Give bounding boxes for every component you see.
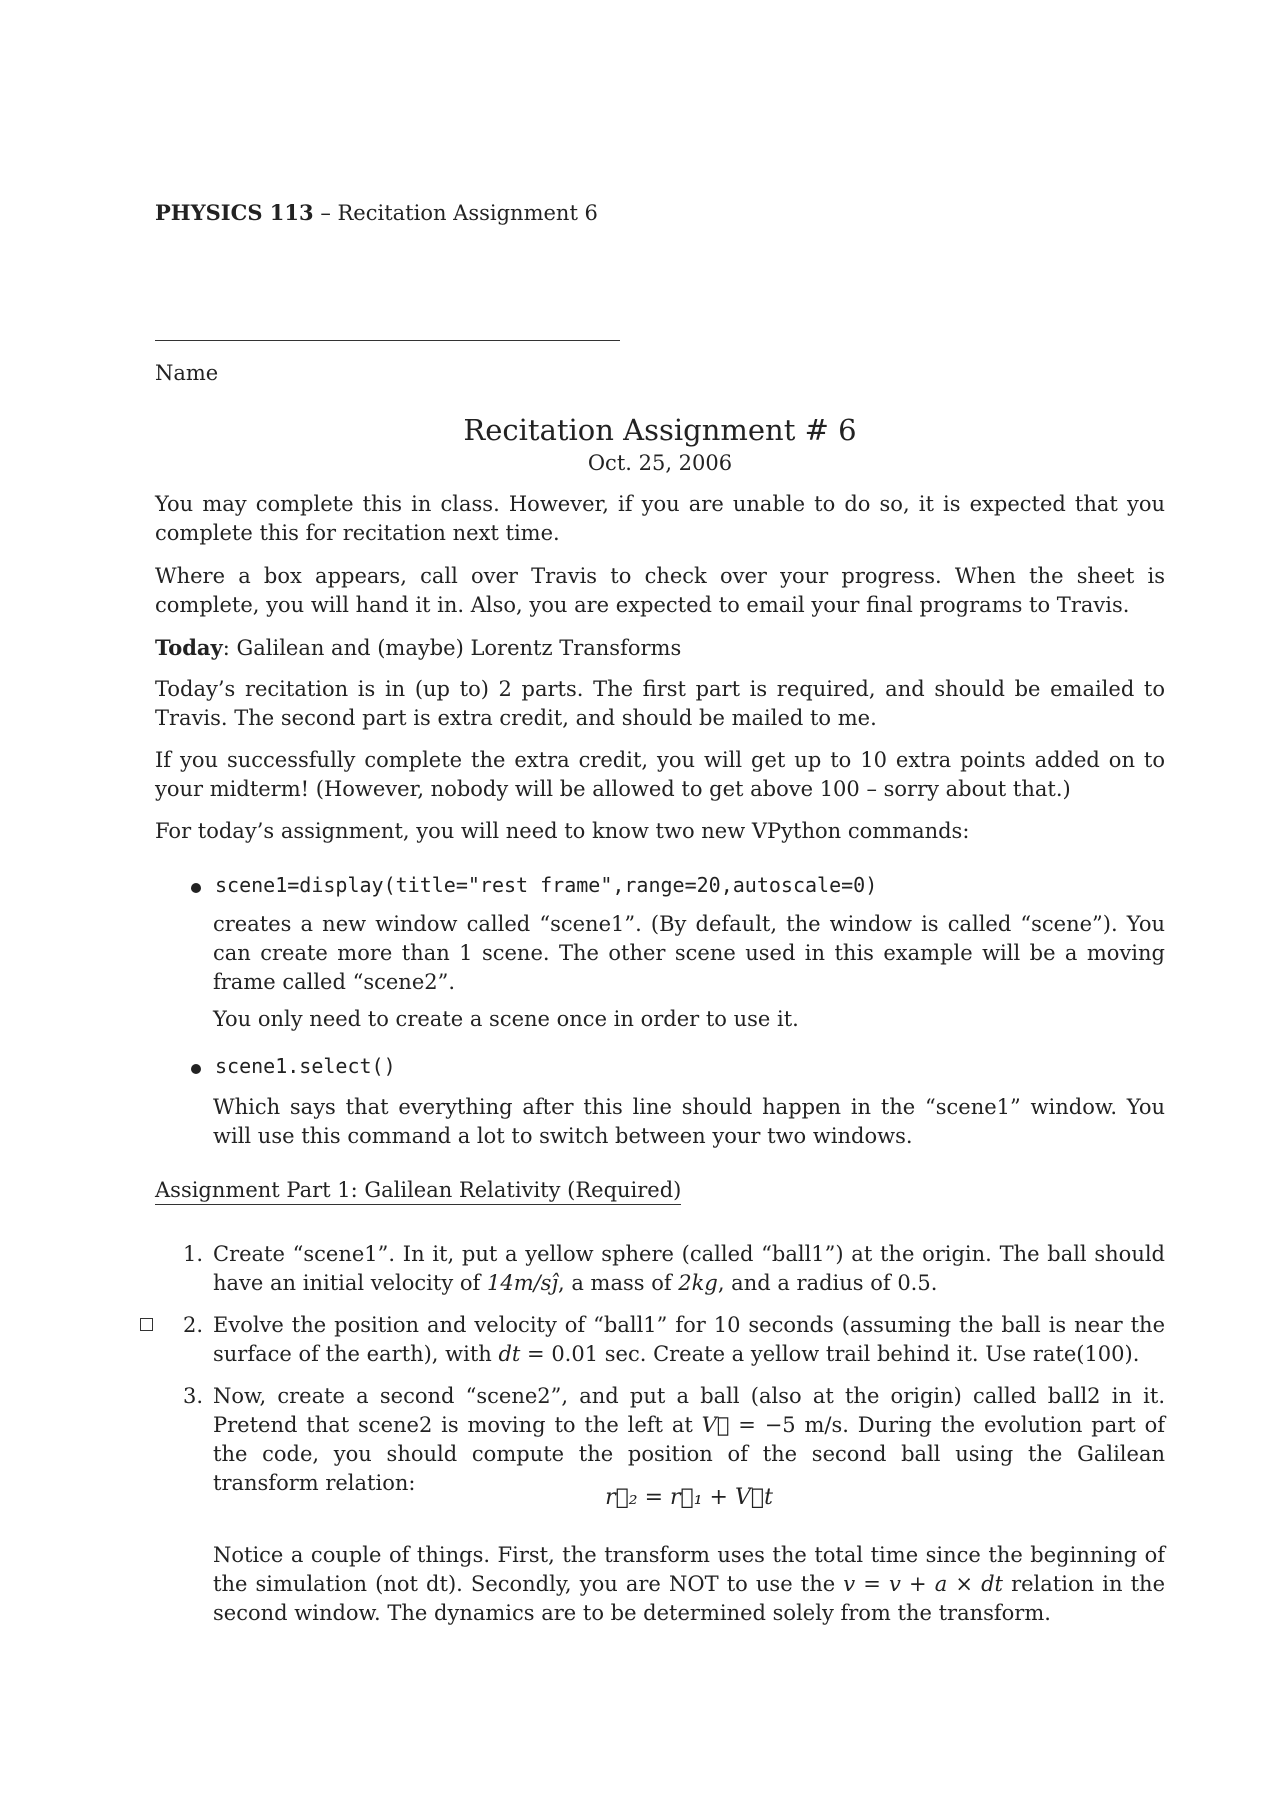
item-text: = −5 m/s. During the evolution part of the code, you should compute the position of the second ball using the Galilean transform relation: xyxy=(213,1413,1165,1495)
code-snippet: scene1.select() xyxy=(215,1054,396,1078)
bullet-dot xyxy=(191,1064,201,1074)
item-number: 2. xyxy=(183,1313,204,1337)
item-number: 3. xyxy=(183,1384,204,1408)
course-code: PHYSICS 113 xyxy=(155,200,314,225)
progress-checkbox[interactable] xyxy=(140,1318,153,1331)
item-number: 1. xyxy=(183,1242,204,1266)
paragraph-intro: You may complete this in class. However, if you are unable to do so, it is expected that you complete this for recitation next time. xyxy=(155,492,1165,545)
name-label: Name xyxy=(155,361,219,385)
bullet-item xyxy=(191,873,1171,897)
note-text: relation in the second window. The dynamics are to be determined solely from the transform. xyxy=(213,1572,1166,1625)
list-item xyxy=(183,1382,1165,1498)
paragraph-parts: Today’s recitation is in (up to) 2 parts. The first part is required, and should be emailed to Travis. The second part is extra credit, and should be mailed to me. xyxy=(155,677,1165,730)
bullet-description: creates a new window called “scene1”. (By default, the window is called “scene”). You can create more than 1 scene. The other scene used in this example will be a moving frame called “scene2”. xyxy=(213,912,1165,994)
math-mass: 2kg xyxy=(678,1271,718,1295)
bullet-dot xyxy=(191,883,201,893)
item-text: Now, create a second “scene2”, and put a ball (also at the origin) called ball2 in it. Pretend that scene2 is moving to the left at xyxy=(213,1384,1165,1437)
section-heading: Assignment Part 1: Galilean Relativity (Required) xyxy=(155,1178,681,1205)
today-label: Today xyxy=(155,635,223,660)
note-text: Notice a couple of things. First, the transform uses the total time since the beginning of the simulation (not dt). Secondly, you are NOT to use the xyxy=(213,1543,1165,1596)
page-date: Oct. 25, 2006 xyxy=(587,451,733,475)
header-separator: – xyxy=(313,201,338,225)
math-frame-velocity: V⃗ xyxy=(701,1413,730,1437)
bullet-note: You only need to create a scene once in order to use it. xyxy=(213,1007,799,1031)
paragraph-today xyxy=(155,633,1165,663)
item-text: , a mass of xyxy=(557,1271,679,1295)
item-note xyxy=(213,1541,1165,1628)
galilean-equation: r⃗₂ = r⃗₁ + V⃗t xyxy=(605,1485,773,1510)
math-dt: dt xyxy=(498,1342,521,1366)
paragraph-box-instructions: Where a box appears, call over Travis to check over your progress. When the sheet is complete, you will hand it in. Also, you are expected to email your final programs to Travis. xyxy=(155,564,1165,617)
page-title: Recitation Assignment # 6 xyxy=(463,413,857,447)
paragraph-extra-credit: If you successfully complete the extra credit, you will get up to 10 extra points added on to your midterm! (However, nobody will be allowed to get above 100 – sorry about that.) xyxy=(155,748,1165,801)
code-snippet: scene1=display(title="rest frame",range=20,autoscale=0) xyxy=(215,873,878,897)
name-line xyxy=(155,340,620,341)
math-update-relation: v = v + a × dt xyxy=(843,1572,1003,1596)
list-item xyxy=(183,1311,1165,1369)
math-unit-vector: ĵ xyxy=(551,1271,558,1295)
paragraph-commands: For today’s assignment, you will need to know two new VPython commands: xyxy=(155,819,970,843)
item-text: , and a radius of 0.5. xyxy=(717,1271,938,1295)
item-text: Evolve the position and velocity of “ball1” for 10 seconds (assuming the ball is near the surface of the earth), with xyxy=(213,1313,1165,1366)
list-item xyxy=(183,1240,1165,1298)
section-heading-wrap xyxy=(155,1178,681,1205)
today-text: : Galilean and (maybe) Lorentz Transforms xyxy=(222,636,682,660)
header-subtitle: Recitation Assignment 6 xyxy=(337,201,598,225)
bullet-item xyxy=(191,1054,1171,1078)
bullet-description: Which says that everything after this line should happen in the “scene1” window. You will use this command a lot to switch between your two windows. xyxy=(213,1095,1165,1148)
page-header xyxy=(155,200,598,225)
item-text: = 0.01 sec. Create a yellow trail behind it. Use rate(100). xyxy=(520,1342,1140,1366)
math-velocity: 14m/s xyxy=(486,1271,552,1295)
item-text: Create “scene1”. In it, put a yellow sphere (called “ball1”) at the origin. The ball should have an initial velocity of xyxy=(213,1242,1165,1295)
